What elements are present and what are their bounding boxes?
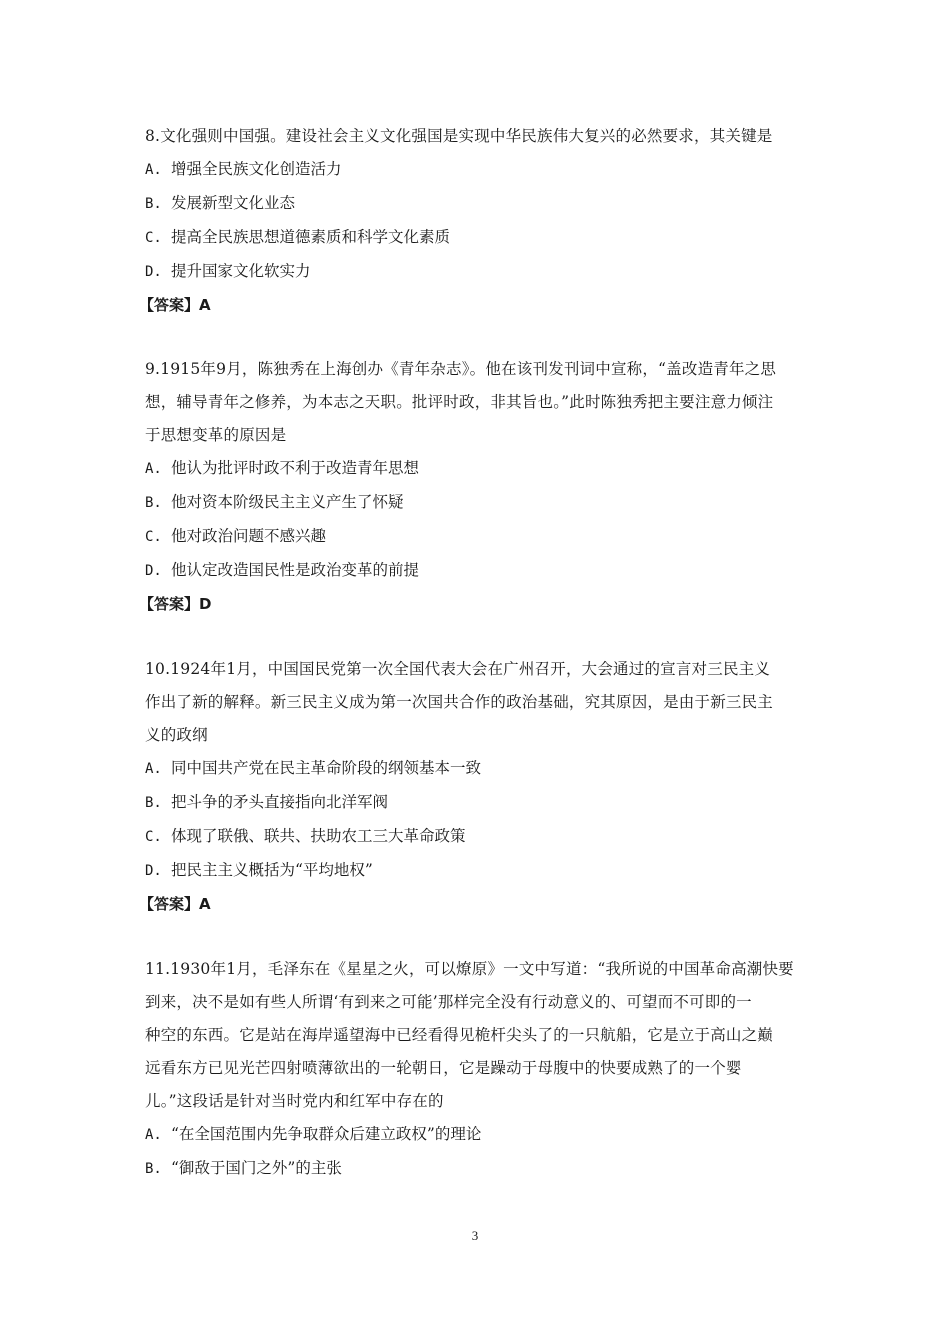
question-11 [145, 953, 810, 1186]
option-text: 提高全民族思想道德素质和科学文化素质 [171, 228, 451, 246]
option-d [145, 854, 810, 888]
option-d [145, 255, 810, 289]
option-text: 体现了联俄、联共、扶助农工三大革命政策 [171, 827, 466, 845]
question-stem-line: 义的政纲 [145, 726, 208, 744]
option-c [145, 520, 810, 554]
option-label: A. [145, 761, 162, 777]
option-label: C. [145, 230, 162, 246]
option-text: “御敌于国门之外”的主张 [171, 1159, 342, 1177]
option-b [145, 1152, 810, 1186]
option-d [145, 554, 810, 588]
question-stem-line: 到来，决不是如有些人所谓‘有到来之可能’那样完全没有行动意义的、可望而不可即的一 [145, 993, 752, 1011]
question-stem-line: 作出了新的解释。新三民主义成为第一次国共合作的政治基础，究其原因，是由于新三民主 [145, 693, 774, 711]
question-8 [139, 120, 810, 322]
option-label: A. [145, 162, 162, 178]
option-text: 发展新型文化业态 [171, 194, 296, 212]
option-label: B. [145, 1161, 162, 1177]
option-text: 同中国共产党在民主革命阶段的纲领基本一致 [171, 759, 482, 777]
question-stem-line: 种空的东西。它是站在海岸遥望海中已经看得见桅杆尖头了的一只航船，它是立于高山之巅 [145, 1026, 774, 1044]
option-text: “在全国范围内先争取群众后建立政权”的理论 [171, 1125, 482, 1143]
option-text: 把斗争的矛头直接指向北洋军阀 [171, 793, 389, 811]
option-label: C. [145, 829, 162, 845]
option-text: 提升国家文化软实力 [171, 262, 311, 280]
option-label: A. [145, 1127, 162, 1143]
question-10 [139, 653, 810, 921]
option-label: C. [145, 529, 162, 545]
question-stem-line: 11.1930年1月，毛泽东在《星星之火，可以燎原》一文中写道：“我所说的中国革命高潮快要 [145, 960, 794, 978]
option-b [145, 786, 810, 820]
answer: 【答案】D [139, 595, 212, 613]
option-label: B. [145, 795, 162, 811]
question-stem-line: 9.1915年9月，陈独秀在上海创办《青年杂志》。他在该刊发刊词中宣称，“盖改造青年之思 [145, 360, 777, 378]
answer: 【答案】A [139, 296, 211, 314]
option-text: 增强全民族文化创造活力 [171, 160, 342, 178]
option-a [145, 1118, 810, 1152]
question-stem-line: 儿。”这段话是针对当时党内和红军中存在的 [145, 1092, 444, 1110]
option-text: 把民主主义概括为“平均地权” [171, 861, 373, 879]
option-label: B. [145, 495, 162, 511]
option-c [145, 820, 810, 854]
option-label: D. [145, 563, 162, 579]
question-stem-line: 远看东方已见光芒四射喷薄欲出的一轮朝日，它是躁动于母腹中的快要成熟了的一个婴 [145, 1059, 742, 1077]
page-number: 3 [471, 1228, 479, 1243]
option-text: 他认为批评时政不利于改造青年思想 [171, 459, 420, 477]
option-label: A. [145, 461, 162, 477]
option-a [145, 153, 810, 187]
option-b [145, 486, 810, 520]
question-stem-line: 想，辅导青年之修养，为本志之天职。批评时政，非其旨也。”此时陈独秀把主要注意力倾注 [145, 393, 774, 411]
option-b [145, 187, 810, 221]
option-text: 他对资本阶级民主主义产生了怀疑 [171, 493, 404, 511]
answer: 【答案】A [139, 895, 211, 913]
option-label: B. [145, 196, 162, 212]
option-text: 他对政治问题不感兴趣 [171, 527, 327, 545]
option-c [145, 221, 810, 255]
question-stem-line: 10.1924年1月，中国国民党第一次全国代表大会在广州召开，大会通过的宣言对三民主义 [145, 660, 771, 678]
question-stem-line: 于思想变革的原因是 [145, 426, 287, 444]
option-a [145, 752, 810, 786]
option-text: 他认定改造国民性是政治变革的前提 [171, 561, 420, 579]
option-label: D. [145, 264, 162, 280]
question-9 [139, 353, 810, 621]
question-stem-line: 8.文化强则中国强。建设社会主义文化强国是实现中华民族伟大复兴的必然要求，其关键是 [145, 127, 773, 145]
option-a [145, 452, 810, 486]
option-label: D. [145, 863, 162, 879]
